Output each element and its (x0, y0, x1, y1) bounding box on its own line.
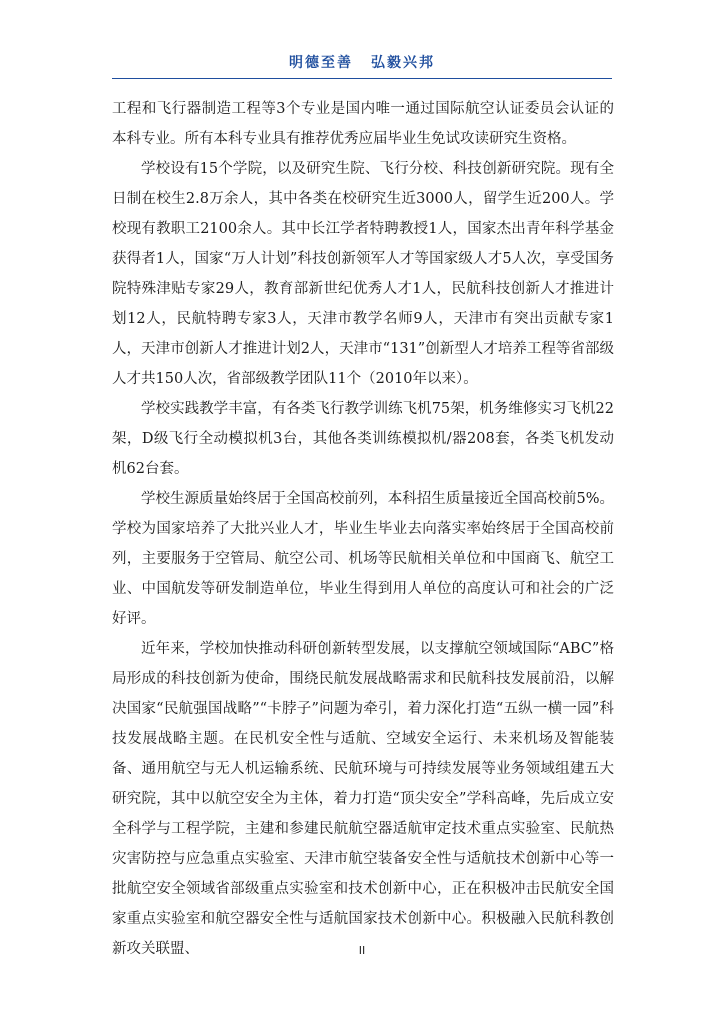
paragraph-1: 工程和飞行器制造工程等3个专业是国内唯一通过国际航空认证委员会认证的本科专业。所有本科专业具有推荐优秀应届毕业生免试攻读研究生资格。 (112, 101, 614, 147)
paragraph-2: 学校设有15个学院，以及研究生院、飞行分校、科技创新研究院。现有全日制在校生2.8万余人，其中各类在校研究生近3000人，留学生近200人。学校现有教职工2100余人。其中长江学者特聘教授1人，国家杰出青年科学基金获得者1人，国家“万人计划”科技创新领军人才等国家级人才5人次，享受国务院特殊津贴专家29人，教育部新世纪优秀人才1人，民航科技创新人才推进计划12人，民航特聘专家3人，天津市教学名师9人，天津市有突出贡献专家1人，天津市创新人才推进计划2人，天津市“131”创新型人才培养工程等省部级人才共150人次，省部级教学团队11个（2010年以来）。 (112, 161, 614, 387)
page-header (0, 52, 724, 72)
paragraph-3: 学校实践教学丰富，有各类飞行教学训练飞机75架，机务维修实习飞机22架，D级飞行全动模拟机3台，其他各类训练模拟机/器208套，各类飞机发动机62台套。 (112, 401, 614, 477)
body-text (112, 94, 614, 964)
paragraph-5: 近年来，学校加快推动科研创新转型发展，以支撑航空领域国际“ABC”格局形成的科技创新为使命，围绕民航发展战略需求和民航科技发展前沿，以解决国家“民航强国战略”“卡脖子”问题为牵引，着力深化打造“五纵一横一园”科技发展战略主题。在民机安全性与适航、空域安全运行、未来机场及智能装备、通用航空与无人机运输系统、民航环境与可持续发展等业务领域组建五大研究院，其中以航空安全为主体，着力打造“顶尖安全”学科高峰，先后成立安全科学与工程学院，主建和参建民航航空器适航审定技术重点实验室、民航热灾害防控与应急重点实验室、天津市航空装备安全性与适航技术创新中心等一批航空安全领域省部级重点实验室和技术创新中心，正在积极冲击民航安全国家重点实验室和航空器安全性与适航国家技术创新中心。积极融入民航科教创新攻关联盟、 (112, 641, 614, 957)
header-motto-left: 明德至善 (289, 55, 353, 71)
header-motto-right: 弘毅兴邦 (371, 55, 435, 71)
page-number: II (358, 944, 366, 957)
paragraph-4: 学校生源质量始终居于全国高校前列，本科招生质量接近全国高校前5%。学校为国家培养了大批兴业人才，毕业生毕业去向落实率始终居于全国高校前列，主要服务于空管局、航空公司、机场等民航相关单位和中国商飞、航空工业、中国航发等研发制造单位，毕业生得到用人单位的高度认可和社会的广泛好评。 (112, 491, 614, 627)
header-rule (112, 78, 612, 79)
